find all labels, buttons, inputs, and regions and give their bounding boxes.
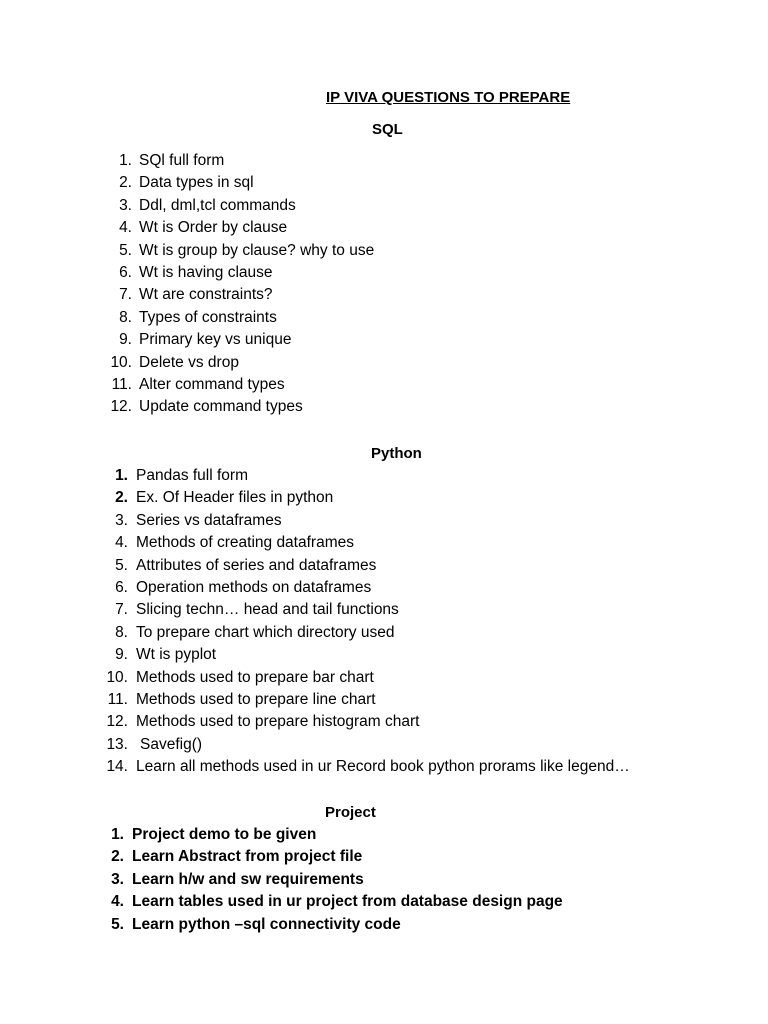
project-heading: Project: [325, 804, 376, 821]
document-page: IP VIVA QUESTIONS TO PREPARE SQL 1. SQl full form 2. Data types in sql 3. Ddl, dml,tcl commands 4. Wt is Order by clause 5. Wt is group by clause? why to use 6. Wt is having clause 7. Wt are constraints? 8. Types of constraints 9. Primary key vs unique 10. Delete vs drop 11. Alter command types 12. Update command types Python 1. Pandas full form 2. Ex. Of Header files in python 3. Series vs dataframes 4. Methods of creating dataframes 5. Attributes of series and dataframes 6. Operation methods on dataframes 7. Slicing techn… head and tail functions 8. To prepare chart which directory used 9. Wt is pyplot 10. Methods used to prepare bar chart 11. Methods used to prepare line chart 12. Methods used to prepare histogram chart 13. Savefig() 14. Learn all methods used in ur Record book python prorams like legend… Project 1. Project demo to be given 2. Learn Abstract from project file 3. Learn h/w and sw requirements 4. Learn tables used in ur project from database design page 5. Learn python –sql connectivity code: [0, 0, 768, 1024]
python-heading: Python: [371, 445, 422, 462]
document-title: IP VIVA QUESTIONS TO PREPARE: [326, 89, 571, 106]
sql-heading: SQL: [372, 121, 403, 138]
